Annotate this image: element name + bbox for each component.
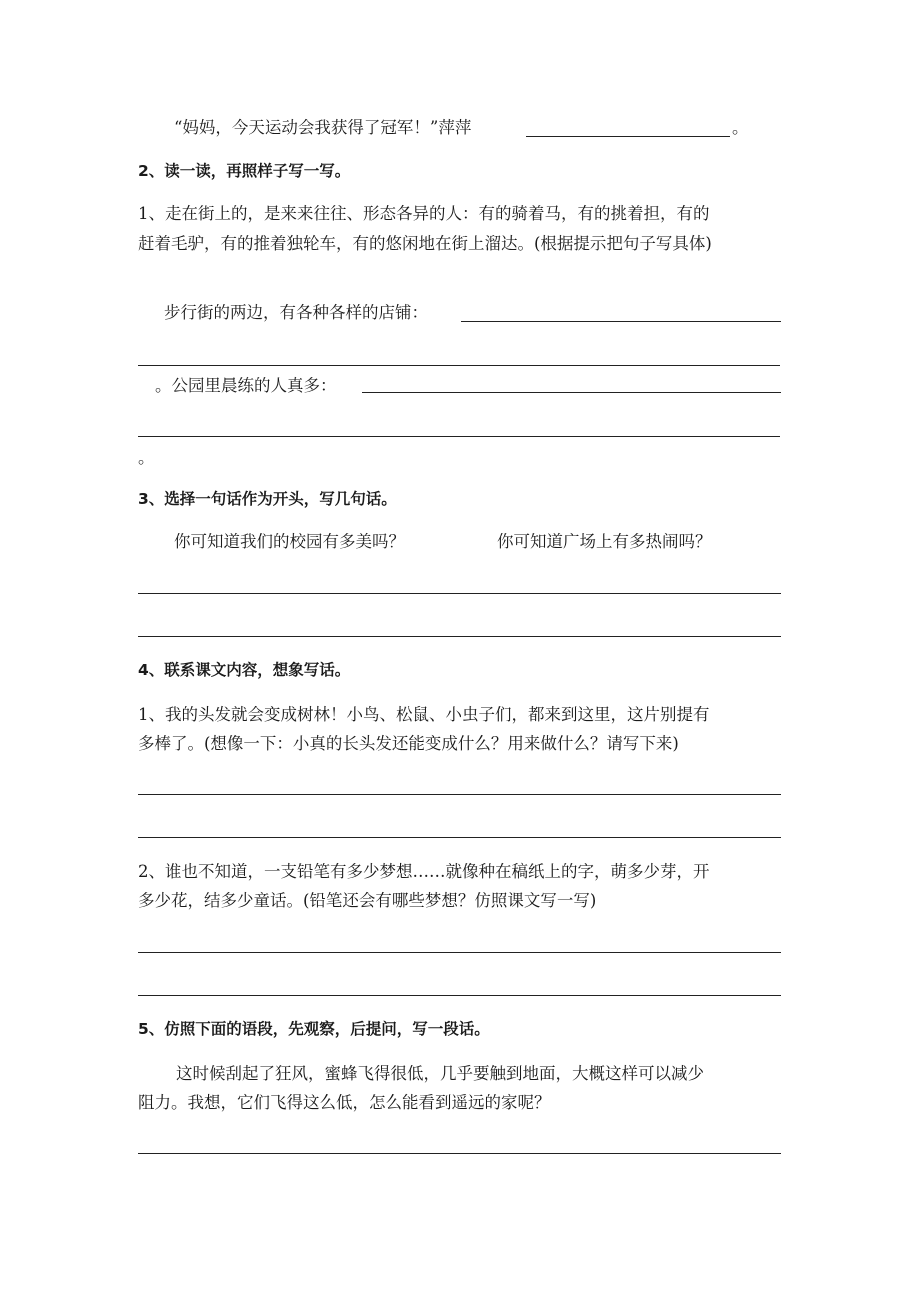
q3-heading: 3、选择一句话作为开头，写几句话。 <box>138 490 397 508</box>
q2-heading: 2、读一读，再照样子写一写。 <box>138 162 351 180</box>
q4-item2-line1: 2、谁也不知道，一支铅笔有多少梦想……就像种在稿纸上的字，萌多少芽，开 <box>138 862 710 881</box>
q2-answer-line-1[interactable] <box>138 365 780 366</box>
q4-item2-answer-line-1[interactable] <box>138 952 781 953</box>
q4-item1-line1: 1、我的头发就会变成树林！小鸟、松鼠、小虫子们，都来到这里，这片别提有 <box>138 705 710 724</box>
q1-period: 。 <box>732 118 749 137</box>
q1-answer-blank[interactable] <box>526 136 730 137</box>
q2-prompt2-blank[interactable] <box>362 392 781 393</box>
q4-item1-answer-line-1[interactable] <box>138 794 781 795</box>
q3-option2: 你可知道广场上有多热闹吗？ <box>497 532 712 551</box>
q1-quote: “妈妈，今天运动会我获得了冠军！”萍萍 <box>174 118 472 137</box>
q4-item2-line2: 多少花，结多少童话。(铅笔还会有哪些梦想？仿照课文写一写) <box>138 891 597 910</box>
q5-para-line2: 阻力。我想，它们飞得这么低，怎么能看到遥远的家呢？ <box>138 1093 551 1112</box>
q4-item1-answer-line-2[interactable] <box>138 837 781 838</box>
q2-example-line2: 赶着毛驴，有的推着独轮车，有的悠闲地在街上溜达。(根据提示把句子写具体) <box>138 234 712 253</box>
q3-answer-line-1[interactable] <box>138 593 781 594</box>
q3-option1: 你可知道我们的校园有多美吗？ <box>174 532 405 551</box>
q5-para-line1: 这时候刮起了狂风，蜜蜂飞得很低，几乎要触到地面，大概这样可以减少 <box>176 1064 704 1083</box>
q4-heading: 4、联系课文内容，想象写话。 <box>138 661 351 679</box>
q2-prompt1-blank[interactable] <box>461 321 781 322</box>
q5-answer-line[interactable] <box>138 1153 781 1154</box>
q3-answer-line-2[interactable] <box>138 636 781 637</box>
q5-heading: 5、仿照下面的语段，先观察，后提问，写一段话。 <box>138 1020 490 1038</box>
q4-item2-answer-line-2[interactable] <box>138 995 781 996</box>
q2-example-line1: 1、走在街上的，是来来往往、形态各异的人：有的骑着马，有的挑着担，有的 <box>138 204 710 223</box>
q2-prompt1: 步行街的两边，有各种各样的店铺： <box>164 303 428 322</box>
q2-prompt2: 。公园里晨练的人真多： <box>155 376 337 395</box>
q2-end-period: 。 <box>138 448 155 467</box>
q4-item1-line2: 多棒了。(想像一下：小真的长头发还能变成什么？用来做什么？请写下来) <box>138 734 679 753</box>
q2-answer-line-2[interactable] <box>138 436 780 437</box>
